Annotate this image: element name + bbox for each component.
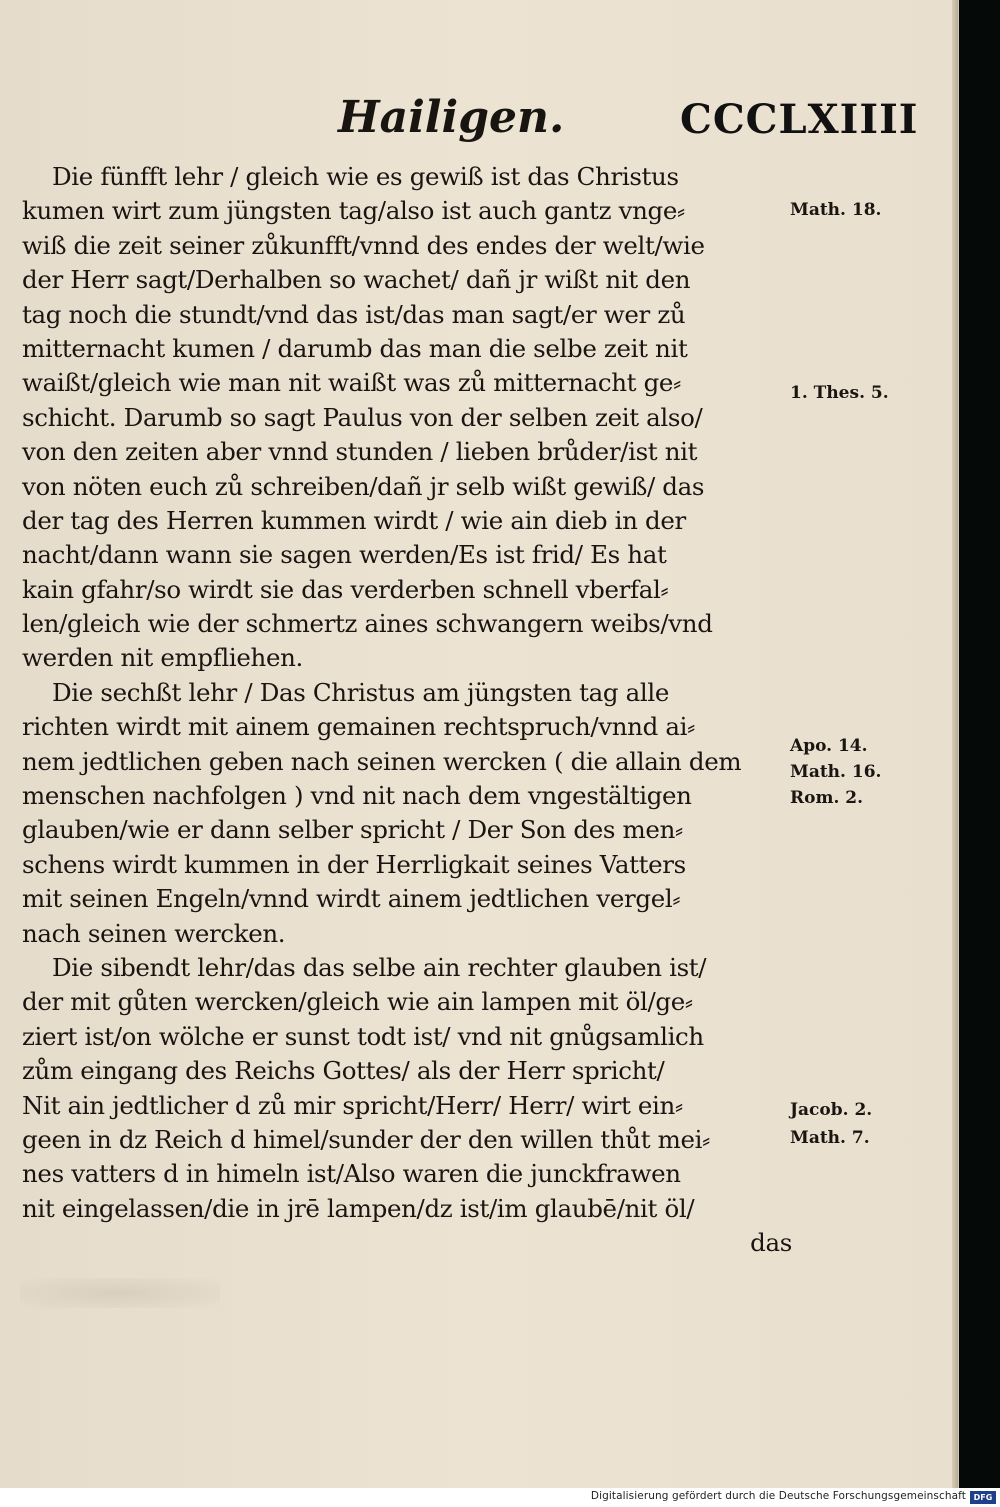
text-line: nach seinen wercken.: [22, 918, 286, 948]
text-line: kumen wirt zum jüngsten tag/also ist auch gantz vnge⸗: [22, 196, 685, 226]
text-line: waißt/gleich wie man nit waißt was zů mitternacht ge⸗: [22, 368, 681, 398]
text-line: werden nit empfliehen.: [22, 643, 303, 673]
margin-note-math-18: Math. 18.: [790, 200, 882, 220]
text-line: der mit gůten wercken/gleich wie ain lampen mit öl/ge⸗: [22, 987, 693, 1017]
margin-note-math-7: Math. 7.: [790, 1128, 870, 1148]
text-line: menschen nachfolgen ) vnd nit nach dem vngestältigen: [22, 781, 692, 811]
margin-note-jacob-2: Jacob. 2.: [790, 1100, 873, 1120]
text-line: geen in dz Reich d himel/sunder der den willen thůt mei⸗: [22, 1124, 710, 1154]
text-line: nacht/dann wann sie sagen werden/Es ist frid/ Es hat: [22, 540, 667, 570]
text-line: mit seinen Engeln/vnnd wirdt ainem jedtlichen vergel⸗: [22, 884, 681, 914]
text-line: nem jedtlichen geben nach seinen wercken ( die allain dem: [22, 746, 742, 776]
text-line: schens wirdt kummen in der Herrligkait seines Vatters: [22, 849, 686, 879]
text-line: schicht. Darumb so sagt Paulus von der selben zeit also/: [22, 402, 703, 432]
text-line: ziert ist/on wölche er sunst todt ist/ vnd nit gnůgsamlich: [22, 1021, 704, 1051]
page-stain: [20, 1278, 220, 1308]
text-line: richten wirdt mit ainem gemainen rechtspruch/vnnd ai⸗: [22, 712, 695, 742]
text-line: der tag des Herren kummen wirdt / wie ain dieb in der: [22, 505, 686, 535]
margin-note-rom-2: Rom. 2.: [790, 788, 864, 808]
text-line: Nit ain jedtlicher d zů mir spricht/Herr/ Herr/ wirt ein⸗: [22, 1090, 683, 1120]
catchword: das: [750, 1228, 792, 1258]
text-line: len/gleich wie der schmertz aines schwangern weibs/vnd: [22, 609, 713, 639]
dfg-logo: DFG: [970, 1491, 996, 1504]
text-line: Die sechßt lehr / Das Christus am jüngsten tag alle: [52, 677, 670, 707]
text-line: kain gfahr/so wirdt sie das verderben schnell vberfal⸗: [22, 574, 669, 604]
page-edge: [952, 0, 958, 1488]
margin-note-thes-5: 1. Thes. 5.: [790, 383, 889, 403]
text-line: Die fünfft lehr / gleich wie es gewiß ist das Christus: [52, 162, 679, 191]
text-line: nes vatters d in himeln ist/Also waren die junckfrawen: [22, 1159, 681, 1189]
text-line: tag noch die stundt/vnd das ist/das man sagt/er wer zů: [22, 299, 686, 329]
text-line: von nöten euch zů schreiben/dañ jr selb wißt gewiß/ das: [22, 471, 705, 501]
text-line: wiß die zeit seiner zůkunfft/vnnd des endes der welt/wie: [22, 230, 705, 260]
margin-note-apo-14: Apo. 14.: [790, 736, 868, 756]
running-head: Hailigen.: [338, 92, 565, 143]
folio-number: CCCLXIIII: [680, 96, 919, 143]
body-text: [22, 160, 792, 1261]
text-line: von den zeiten aber vnnd stunden / lieben brůder/ist nit: [22, 437, 698, 467]
text-line: zům eingang des Reichs Gottes/ als der Herr spricht/: [22, 1056, 665, 1086]
footer-credit: Digitalisierung gefördert durch die Deutsche Forschungsgemeinschaft: [590, 1490, 966, 1502]
margin-note-math-16: Math. 16.: [790, 762, 882, 782]
text-line: glauben/wie er dann selber spricht / Der Son des men⸗: [22, 815, 683, 845]
text-line: mitternacht kumen / darumb das man die selbe zeit nit: [22, 333, 688, 363]
text-line: nit eingelassen/die in jrē lampen/dz ist/im glaubē/nit öl/: [22, 1193, 695, 1223]
text-line: Die sibendt lehr/das das selbe ain rechter glauben ist/: [52, 952, 707, 982]
text-line: der Herr sagt/Derhalben so wachet/ dañ jr wißt nit den: [22, 265, 691, 295]
